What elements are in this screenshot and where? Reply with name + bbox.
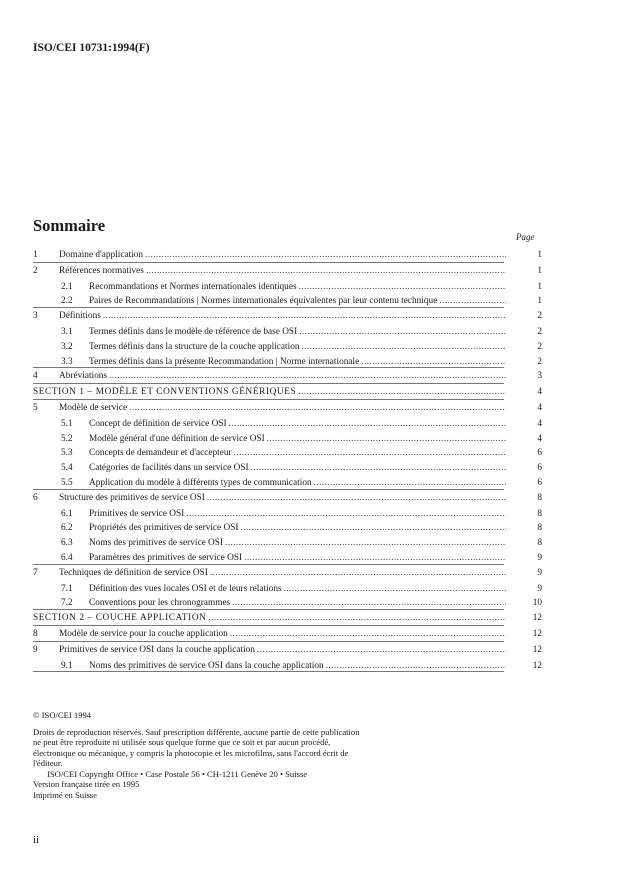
- toc-entry[interactable]: [33, 280, 542, 295]
- toc-leader-dots: [284, 582, 506, 597]
- toc-entry-number: 2.1: [61, 281, 73, 292]
- toc-entry[interactable]: [33, 536, 542, 551]
- toc-entry[interactable]: [33, 446, 542, 461]
- toc-entry-title: Application du modèle à différents types de communication: [89, 477, 312, 488]
- toc-entry[interactable]: [33, 461, 542, 476]
- toc-entry-number: 6: [33, 492, 38, 503]
- toc-leader-dots: [186, 507, 506, 522]
- toc-entry[interactable]: [33, 507, 542, 522]
- toc-entry-title: SECTION 2 – COUCHE APPLICATION: [33, 613, 207, 624]
- toc-entry-page: 6: [537, 477, 542, 488]
- toc-entry-page: 6: [537, 448, 542, 459]
- toc-entry[interactable]: [33, 309, 542, 325]
- toc-entry-title: Techniques de définition de service OSI: [59, 567, 208, 578]
- toc-entry-title: Modèle de service: [59, 402, 128, 413]
- toc-leader-dots: [103, 309, 506, 325]
- toc-entry[interactable]: [33, 582, 542, 597]
- toc-entry-page: 4: [537, 387, 542, 398]
- toc-entry-number: 5: [33, 402, 38, 413]
- toc-entry-title: Abréviations: [59, 371, 108, 382]
- toc-leader-dots: [210, 566, 506, 582]
- toc-divider-line: [33, 489, 504, 490]
- toc-entry-page: 10: [532, 598, 542, 609]
- toc-entry-page: 4: [537, 402, 542, 413]
- toc-entry[interactable]: [33, 401, 542, 417]
- toc-entry-page: 8: [537, 492, 542, 503]
- toc-entry-number: 5.5: [61, 477, 73, 488]
- toc-entry-number: 3.2: [61, 341, 73, 352]
- toc-entry-number: 5.3: [61, 448, 73, 459]
- toc-entry-number: 1: [33, 250, 38, 260]
- toc-entry[interactable]: [33, 521, 542, 536]
- toc-entry-title: Termes définis dans le modèle de référence de base OSI: [89, 326, 298, 337]
- toc-entry-page: 1: [537, 296, 542, 307]
- toc-leader-dots: [129, 401, 506, 417]
- toc-entry-page: 2: [537, 326, 542, 337]
- toc-entry-page: 12: [532, 628, 542, 639]
- toc-entry-page: 12: [532, 660, 542, 671]
- page-column-label: Page: [516, 232, 535, 242]
- document-id-header: ISO/CEI 10731:1994(F): [33, 42, 150, 54]
- toc-entry[interactable]: [33, 566, 542, 582]
- toc-entry-number: 8: [33, 628, 38, 639]
- toc-entry-title: Modèle de service pour la couche application: [59, 628, 228, 639]
- toc-entry-number: 6.4: [61, 552, 73, 563]
- toc-entry-number: 7.2: [61, 598, 73, 609]
- copyright-rights-text: Droits de reproduction réservés. Sauf prescription différente, aucune partie de cette publication ne peut être reproduite ni utilisée sous quelque forme que ce soit et par aucun procédé, électronique ou mécanique, y compris la photocopie et les microfilms, sans l'accord écrit de l'éditeur.: [33, 726, 360, 768]
- toc-entry-page: 2: [537, 311, 542, 322]
- toc-entry-title: Concept de définition de service OSI: [89, 418, 227, 429]
- toc-entry[interactable]: [33, 325, 542, 340]
- toc-entry-page: 1: [537, 265, 542, 276]
- toc-entry-number: 6.3: [61, 538, 73, 549]
- toc-entry-title: Domaine d'application: [59, 250, 144, 260]
- toc-entry-page: 6: [537, 463, 542, 474]
- toc-entry-title: Termes définis dans la présente Recommandation | Norme internationale: [89, 356, 360, 367]
- toc-entry-title: Références normatives: [59, 265, 144, 276]
- toc-leader-dots: [251, 461, 506, 476]
- copyright-office-address: ISO/CEI Copyright Office • Case Postale 56 • CH-1211 Genève 20 • Suisse: [47, 768, 308, 779]
- toc-entry[interactable]: [33, 264, 542, 280]
- toc-entry-number: 6.1: [61, 508, 73, 519]
- copyright-block: [33, 710, 363, 800]
- page-folio: ii: [33, 834, 40, 846]
- toc-entry-title: Noms des primitives de service OSI: [89, 538, 224, 549]
- toc-entry[interactable]: [33, 417, 542, 432]
- toc-leader-dots: [234, 446, 506, 461]
- toc-entry-page: 2: [537, 341, 542, 352]
- toc-entry-page: 1: [537, 281, 542, 292]
- table-of-contents: [33, 248, 542, 673]
- toc-entry-title: Définition des vues locales OSI et de leurs relations: [89, 583, 282, 594]
- toc-leader-dots: [241, 521, 507, 536]
- toc-entry-number: 3.3: [61, 356, 73, 367]
- toc-leader-dots: [207, 491, 506, 507]
- toc-divider-line: [33, 609, 504, 610]
- toc-entry-number: 3.1: [61, 326, 73, 337]
- toc-entry-number: 2.2: [61, 296, 73, 307]
- toc-divider-line: [33, 383, 504, 384]
- toc-entry-title: Paramètres des primitives de service OSI: [89, 552, 243, 563]
- toc-divider-line: [33, 399, 504, 400]
- toc-entry-page: 3: [537, 371, 542, 382]
- toc-leader-dots: [146, 264, 506, 280]
- toc-entry-number: 5.4: [61, 463, 73, 474]
- toc-entry-title: Noms des primitives de service OSI dans la couche application: [89, 660, 324, 671]
- toc-divider-line: [33, 262, 504, 263]
- toc-entry-page: 9: [537, 567, 542, 578]
- toc-entry-page: 2: [537, 356, 542, 367]
- toc-entry-page: 12: [532, 613, 542, 624]
- toc-entry-page: 8: [537, 508, 542, 519]
- toc-entry-number: 3: [33, 311, 38, 322]
- toc-entry[interactable]: [33, 491, 542, 507]
- toc-entry-title: Termes définis dans la structure de la couche application: [89, 341, 300, 352]
- toc-entry-page: 8: [537, 538, 542, 549]
- toc-entry-title: Concepts de demandeur et d'accepteur: [89, 448, 232, 459]
- toc-entry-number: 5.1: [61, 418, 73, 429]
- toc-entry-number: 7.1: [61, 583, 73, 594]
- toc-entry-number: 9: [33, 644, 38, 655]
- edition-version: Version française tirée en 1995: [33, 779, 140, 789]
- printed-in: Imprimé en Suisse: [33, 789, 97, 800]
- toc-entry-number: 6.2: [61, 523, 73, 534]
- toc-divider-line: [33, 625, 504, 626]
- toc-entry-page: 4: [537, 433, 542, 444]
- toc-entry-title: Structure des primitives de service OSI: [59, 492, 205, 503]
- toc-divider-line: [33, 564, 504, 565]
- copyright-symbol-line: © ISO/CEI 1994: [33, 710, 92, 720]
- toc-entry[interactable]: [33, 643, 542, 659]
- toc-entry[interactable]: [33, 340, 542, 355]
- toc-leader-dots: [302, 340, 506, 355]
- toc-entry-page: 4: [537, 418, 542, 429]
- toc-entry-number: 2: [33, 265, 38, 276]
- toc-entry-title: SECTION 1 – MODÈLE ET CONVENTIONS GÉNÉRIQUES: [33, 387, 297, 398]
- toc-divider-line: [33, 367, 504, 368]
- toc-entry-number: 9.1: [61, 660, 73, 671]
- toc-leader-dots: [299, 280, 506, 295]
- toc-leader-dots: [257, 643, 506, 659]
- toc-divider-line: [33, 641, 504, 642]
- toc-divider-line: [33, 307, 504, 308]
- toc-entry-title: Propriétés des primitives de service OSI: [89, 523, 239, 534]
- toc-entry-number: 7: [33, 567, 38, 578]
- toc-entry-title: Conventions pour les chronogrammes: [89, 598, 231, 609]
- toc-leader-dots: [229, 417, 506, 432]
- toc-entry-number: 4: [33, 371, 38, 382]
- toc-entry-page: 1: [537, 250, 542, 260]
- toc-entry-number: 5.2: [61, 433, 73, 444]
- toc-divider-line: [33, 671, 504, 672]
- toc-entry-page: 12: [532, 644, 542, 655]
- toc-leader-dots: [225, 536, 506, 551]
- toc-entry-title: Recommandations et Normes internationales identiques: [89, 281, 297, 292]
- toc-entry-page: 9: [537, 552, 542, 563]
- toc-entry-title: Primitives de service OSI dans la couche application: [59, 644, 255, 655]
- toc-entry-title: Définitions: [59, 311, 101, 322]
- toc-entry-title: Primitives de service OSI: [89, 508, 185, 519]
- toc-entry[interactable]: [33, 432, 542, 447]
- toc-entry-title: Catégories de facilités dans un service OSI: [89, 463, 249, 474]
- toc-leader-dots: [267, 432, 506, 447]
- toc-entry-title: Paires de Recommandations | Normes internationales équivalentes par leur contenu technique: [89, 296, 438, 307]
- toc-entry-title: Modèle général d'une définition de service OSI: [89, 433, 265, 444]
- toc-entry-page: 8: [537, 523, 542, 534]
- page-title: Sommaire: [33, 216, 106, 235]
- toc-entry-page: 9: [537, 583, 542, 594]
- toc-leader-dots: [299, 325, 506, 340]
